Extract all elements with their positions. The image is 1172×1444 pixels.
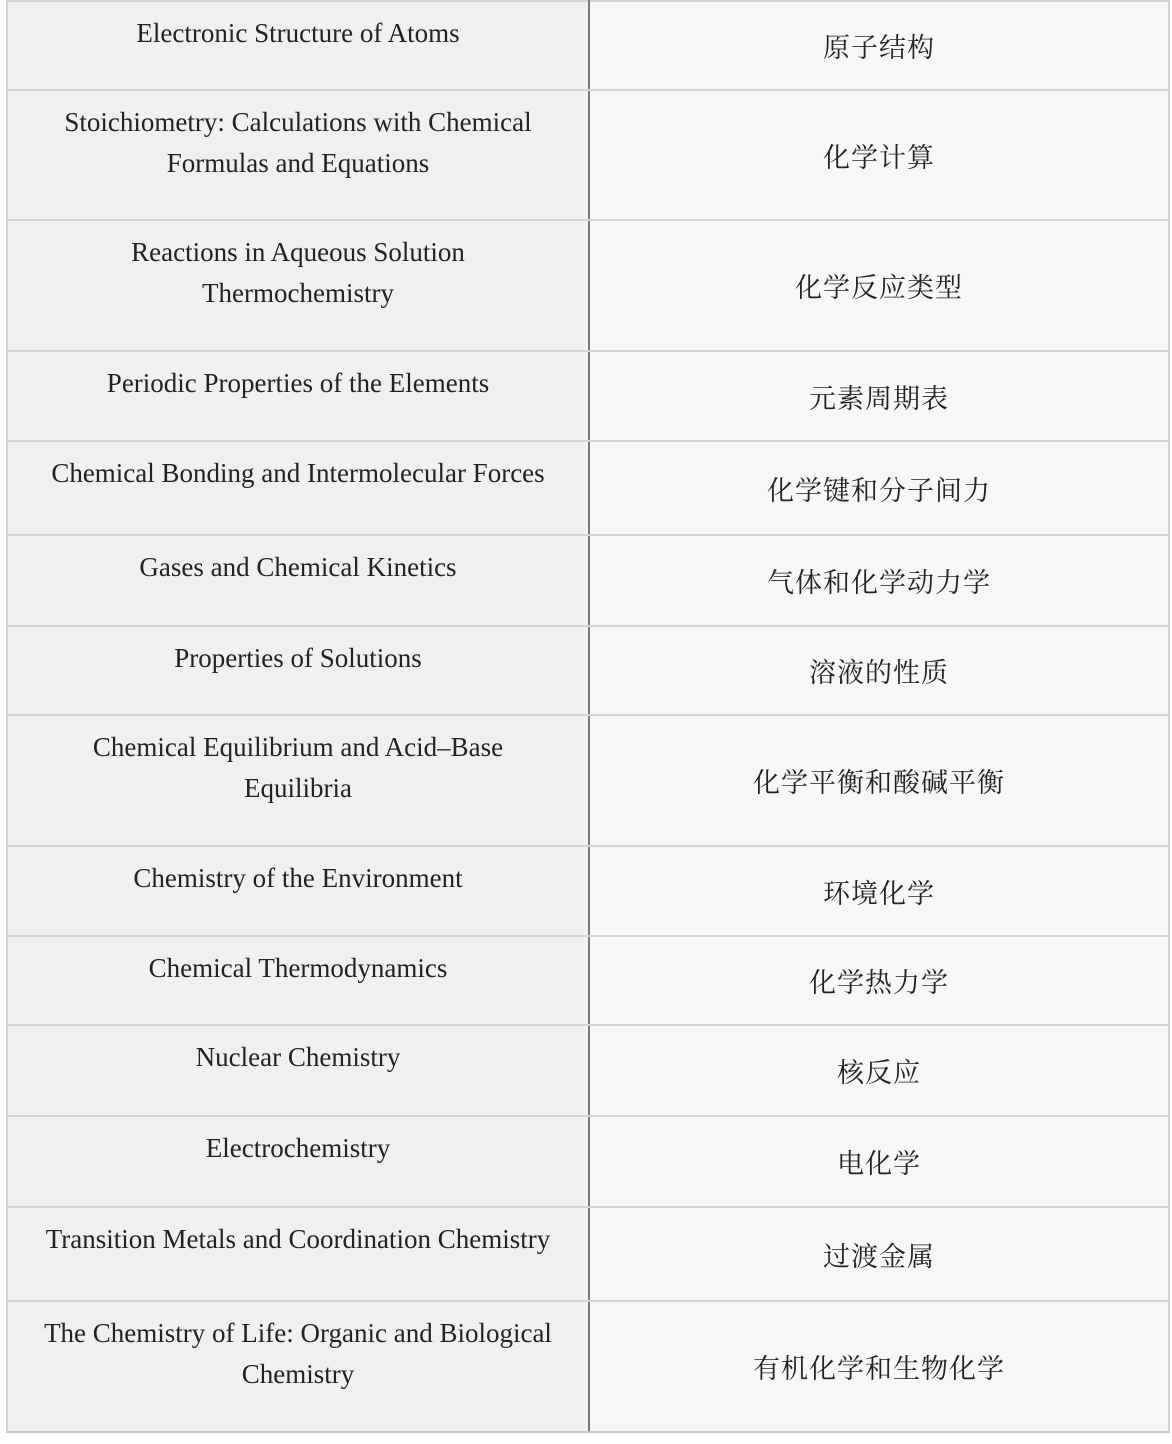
chinese-topic-cell: 气体和化学动力学 (589, 535, 1169, 626)
english-topic-cell: The Chemistry of Life: Organic and Biological Chemistry (7, 1301, 589, 1432)
chinese-topic-cell: 溶液的性质 (589, 626, 1169, 715)
table-row (7, 90, 1169, 220)
english-topic-cell: Stoichiometry: Calculations with Chemical Formulas and Equations (7, 90, 589, 220)
english-topic-cell: Gases and Chemical Kinetics (7, 535, 589, 626)
chinese-topic-cell: 环境化学 (589, 846, 1169, 936)
table-row (7, 936, 1169, 1025)
chinese-topic-cell: 元素周期表 (589, 351, 1169, 441)
table-row (7, 1, 1169, 90)
table-row (7, 715, 1169, 846)
english-topic-cell: Transition Metals and Coordination Chemistry (7, 1207, 589, 1301)
english-topic-cell: Electronic Structure of Atoms (7, 1, 589, 90)
table-row (7, 1116, 1169, 1207)
chinese-topic-cell: 电化学 (589, 1116, 1169, 1207)
chinese-topic-cell: 化学平衡和酸碱平衡 (589, 715, 1169, 846)
table-row (7, 441, 1169, 535)
english-topic-cell: Reactions in Aqueous Solution Thermochemistry (7, 220, 589, 351)
table-row (7, 220, 1169, 351)
english-topic-cell: Chemistry of the Environment (7, 846, 589, 936)
english-topic-cell: Chemical Bonding and Intermolecular Forces (7, 441, 589, 535)
english-topic-cell: Chemical Equilibrium and Acid–Base Equilibria (7, 715, 589, 846)
table-row (7, 626, 1169, 715)
chinese-topic-cell: 化学计算 (589, 90, 1169, 220)
english-topic-cell: Nuclear Chemistry (7, 1025, 589, 1116)
table-row (7, 846, 1169, 936)
chinese-topic-cell: 核反应 (589, 1025, 1169, 1116)
topic-translation-table (6, 0, 1170, 1433)
english-topic-cell: Electrochemistry (7, 1116, 589, 1207)
chinese-topic-cell: 原子结构 (589, 1, 1169, 90)
chinese-topic-cell: 化学反应类型 (589, 220, 1169, 351)
table-row (7, 1207, 1169, 1301)
table-row (7, 535, 1169, 626)
table-row (7, 1025, 1169, 1116)
chinese-topic-cell: 有机化学和生物化学 (589, 1301, 1169, 1432)
chinese-topic-cell: 过渡金属 (589, 1207, 1169, 1301)
table-row (7, 1301, 1169, 1432)
chinese-topic-cell: 化学键和分子间力 (589, 441, 1169, 535)
chinese-topic-cell: 化学热力学 (589, 936, 1169, 1025)
english-topic-cell: Properties of Solutions (7, 626, 589, 715)
english-topic-cell: Chemical Thermodynamics (7, 936, 589, 1025)
english-topic-cell: Periodic Properties of the Elements (7, 351, 589, 441)
table-row (7, 351, 1169, 441)
